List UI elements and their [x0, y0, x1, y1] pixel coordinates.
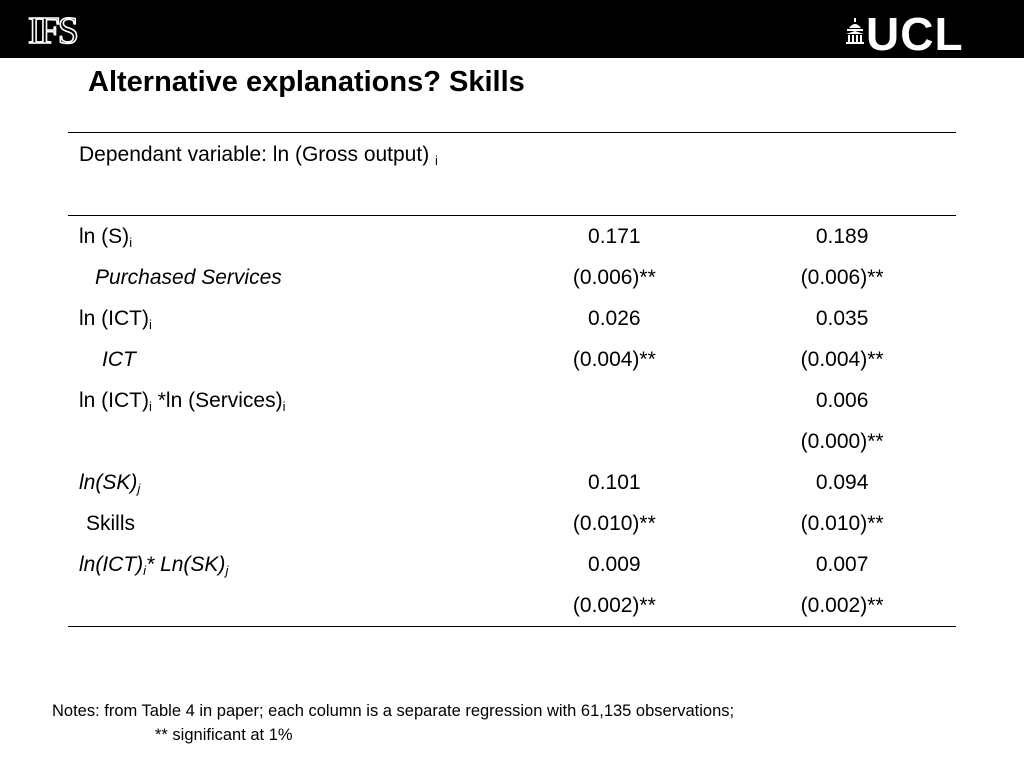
table-cell: (0.010)** [800, 511, 884, 535]
table-cell: (0.000)** [800, 429, 884, 453]
row-label [68, 462, 500, 503]
ucl-logo-text: UCL [866, 8, 964, 60]
row-label [68, 216, 500, 258]
table-row [68, 257, 956, 298]
row-label [68, 585, 500, 627]
table-row [68, 503, 956, 544]
row-label-text: ln (ICT) [79, 388, 149, 412]
dependent-variable-subscript: i [435, 153, 438, 168]
row-label-text: ln(ICT) [79, 552, 144, 576]
row-label-subscript: i [282, 398, 286, 414]
row-label-subscript: i [149, 316, 152, 332]
table-cell: (0.006)** [800, 265, 884, 289]
table-cell: 0.171 [588, 224, 641, 248]
table-cell: (0.010)** [572, 511, 656, 535]
row-label: Skills [86, 511, 136, 535]
ifs-logo: IFS [28, 10, 77, 52]
row-label [68, 421, 500, 462]
dependent-variable-text: Dependant variable: ln (Gross output) [79, 143, 430, 166]
table-cell: 0.035 [815, 306, 869, 330]
table-row [68, 380, 956, 421]
table-row [68, 544, 956, 585]
row-label [68, 380, 500, 421]
table-cell: (0.002)** [500, 585, 728, 627]
table-cell: 0.007 [815, 552, 869, 576]
row-label [68, 544, 500, 585]
ucl-portico-icon [846, 18, 864, 44]
dependent-variable-label [68, 133, 500, 216]
header-bar [0, 0, 1024, 58]
table-cell [500, 421, 728, 462]
row-label-text: ln (ICT) [79, 306, 149, 330]
table-cell: 0.009 [588, 552, 641, 576]
header-col1 [500, 133, 728, 216]
table-header-row [68, 133, 956, 216]
notes-line-1: Notes: from Table 4 in paper; each column is a separate regression with 61,135 observations; [52, 702, 735, 720]
table-row [68, 585, 956, 627]
notes-line-2: ** significant at 1% [155, 726, 293, 744]
row-label-subscript: i [143, 562, 147, 578]
table-notes [52, 699, 734, 747]
table-cell: (0.006)** [572, 265, 656, 289]
table-cell: 0.094 [815, 470, 869, 494]
row-label-text: ln (S) [79, 224, 130, 248]
row-label-subscript: j [225, 562, 229, 578]
regression-table [68, 132, 956, 627]
row-label [68, 298, 500, 339]
table-row [68, 216, 956, 258]
row-label-subscript: j [137, 480, 141, 496]
table-cell: 0.189 [815, 224, 869, 248]
table-cell: (0.002)** [728, 585, 956, 627]
row-label: ICT [102, 347, 136, 371]
slide-title: Alternative explanations? Skills [88, 66, 525, 98]
row-label-subscript: i [149, 398, 152, 414]
table-cell: 0.101 [588, 470, 641, 494]
table-row [68, 298, 956, 339]
table-row [68, 421, 956, 462]
row-label-text: *ln (Services) [151, 388, 283, 412]
table-cell: 0.026 [588, 306, 641, 330]
row-label-text: * Ln(SK) [146, 552, 226, 576]
row-label-text: ln(SK) [79, 470, 138, 494]
header-col2 [728, 133, 956, 216]
table-cell: (0.004)** [572, 347, 656, 371]
table-cell: (0.004)** [800, 347, 884, 371]
row-label: Purchased Services [95, 265, 282, 289]
ucl-logo [846, 8, 996, 60]
row-label-subscript: i [129, 234, 133, 250]
table-cell: 0.006 [815, 388, 869, 412]
table-row [68, 339, 956, 380]
table-cell [500, 380, 728, 421]
table-row [68, 462, 956, 503]
